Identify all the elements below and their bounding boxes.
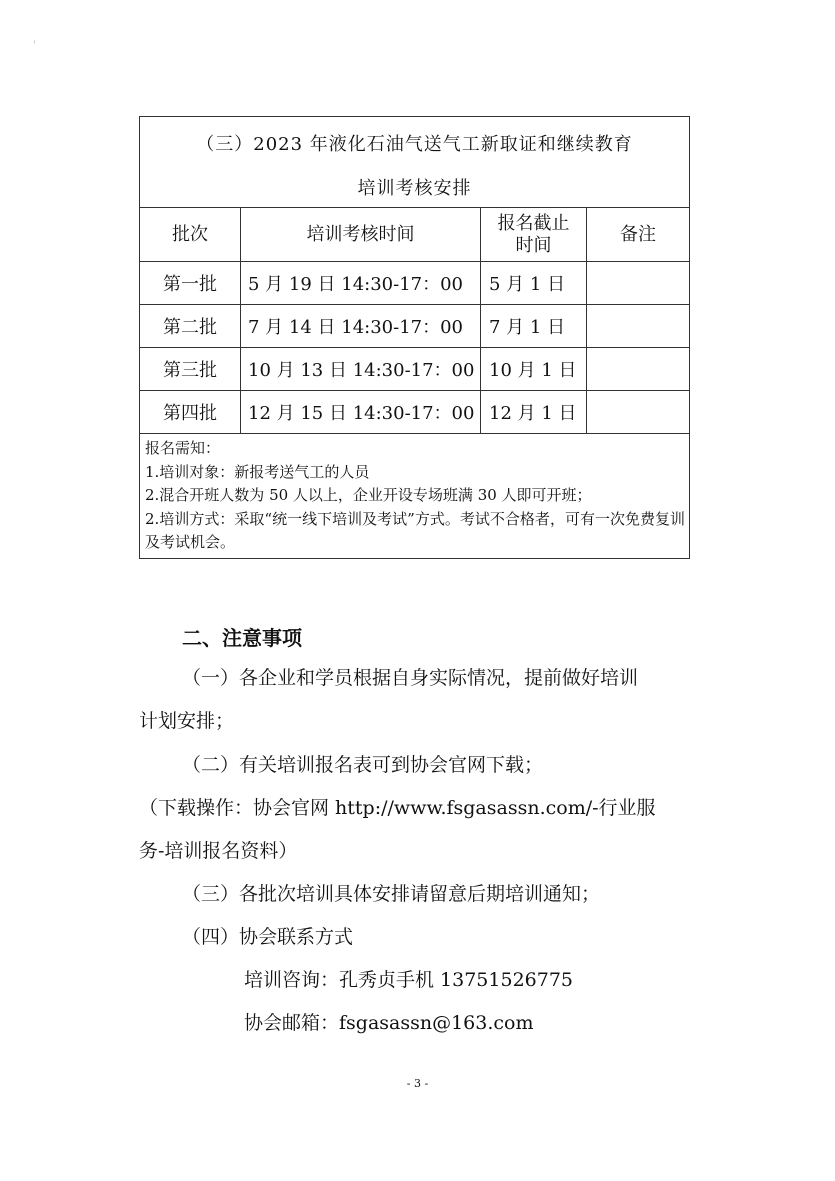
table-header-row — [140, 208, 690, 262]
contact-email: 协会邮箱：fsgasassn@163.com — [244, 1012, 534, 1034]
notes-heading: 报名需知： — [145, 439, 221, 457]
notes-line: 1.培训对象：新报考送气工的人员 — [145, 462, 370, 481]
paragraph-1-line2: 计划安排； — [139, 710, 235, 732]
table-row — [140, 262, 690, 305]
training-schedule-table — [139, 116, 690, 559]
section-heading: 二、注意事项 — [182, 626, 302, 650]
table-row — [140, 348, 690, 391]
batch-cell: 第四批 — [140, 391, 241, 434]
remarks-cell — [587, 391, 690, 434]
time-cell: 12 月 15 日 14:30-17：00 — [241, 391, 481, 434]
table-title — [140, 117, 690, 208]
deadline-cell: 12 月 1 日 — [481, 391, 587, 434]
paragraph-3-line2: 务-培训报名资料） — [139, 840, 298, 862]
table-row — [140, 305, 690, 348]
notes-line: 2.混合开班人数为 50 人以上，企业开设专场班满 30 人即可开班； — [145, 486, 592, 504]
table-title-line2: 培训考核安排 — [357, 178, 472, 199]
contact-phone: 培训咨询：孔秀贞手机 13751526775 — [244, 969, 574, 991]
paragraph-4: （三）各批次培训具体安排请留意后期培训通知； — [182, 883, 601, 905]
remarks-cell — [587, 262, 690, 305]
table-title-line1: （三）2023 年液化石油气送气工新取证和继续教育 — [196, 134, 633, 155]
registration-notes — [140, 434, 690, 559]
paragraph-3-line1: （下载操作：协会官网 http://www.fsgasassn.com/-行业服 — [139, 797, 656, 819]
batch-cell: 第三批 — [140, 348, 241, 391]
time-cell: 5 月 19 日 14:30-17：00 — [241, 262, 481, 305]
header-deadline — [481, 208, 587, 262]
header-time: 培训考核时间 — [241, 208, 481, 262]
batch-cell: 第一批 — [140, 262, 241, 305]
deadline-cell: 5 月 1 日 — [481, 262, 587, 305]
time-cell: 10 月 13 日 14:30-17：00 — [241, 348, 481, 391]
paragraph-1-line1: （一）各企业和学员根据自身实际情况，提前做好培训 — [182, 667, 639, 689]
remarks-cell — [587, 348, 690, 391]
table-row — [140, 391, 690, 434]
paragraph-5: （四）协会联系方式 — [182, 926, 354, 948]
paragraph-2: （二）有关培训报名表可到协会官网下载； — [182, 754, 544, 776]
deadline-cell: 7 月 1 日 — [481, 305, 587, 348]
batch-cell: 第二批 — [140, 305, 241, 348]
header-remarks: 备注 — [587, 208, 690, 262]
scan-mark: ' — [33, 40, 36, 51]
deadline-cell: 10 月 1 日 — [481, 348, 587, 391]
notes-line: 2.培训方式：采取“统一线下培训及考试”方式。考试不合格者，可有一次免费复训及考试机会。 — [145, 509, 686, 551]
page-number: - 3 - — [406, 1077, 429, 1090]
time-cell: 7 月 14 日 14:30-17：00 — [241, 305, 481, 348]
header-batch: 批次 — [140, 208, 241, 262]
remarks-cell — [587, 305, 690, 348]
header-deadline-line2: 时间 — [515, 234, 552, 256]
header-deadline-line1: 报名截止 — [497, 212, 570, 234]
